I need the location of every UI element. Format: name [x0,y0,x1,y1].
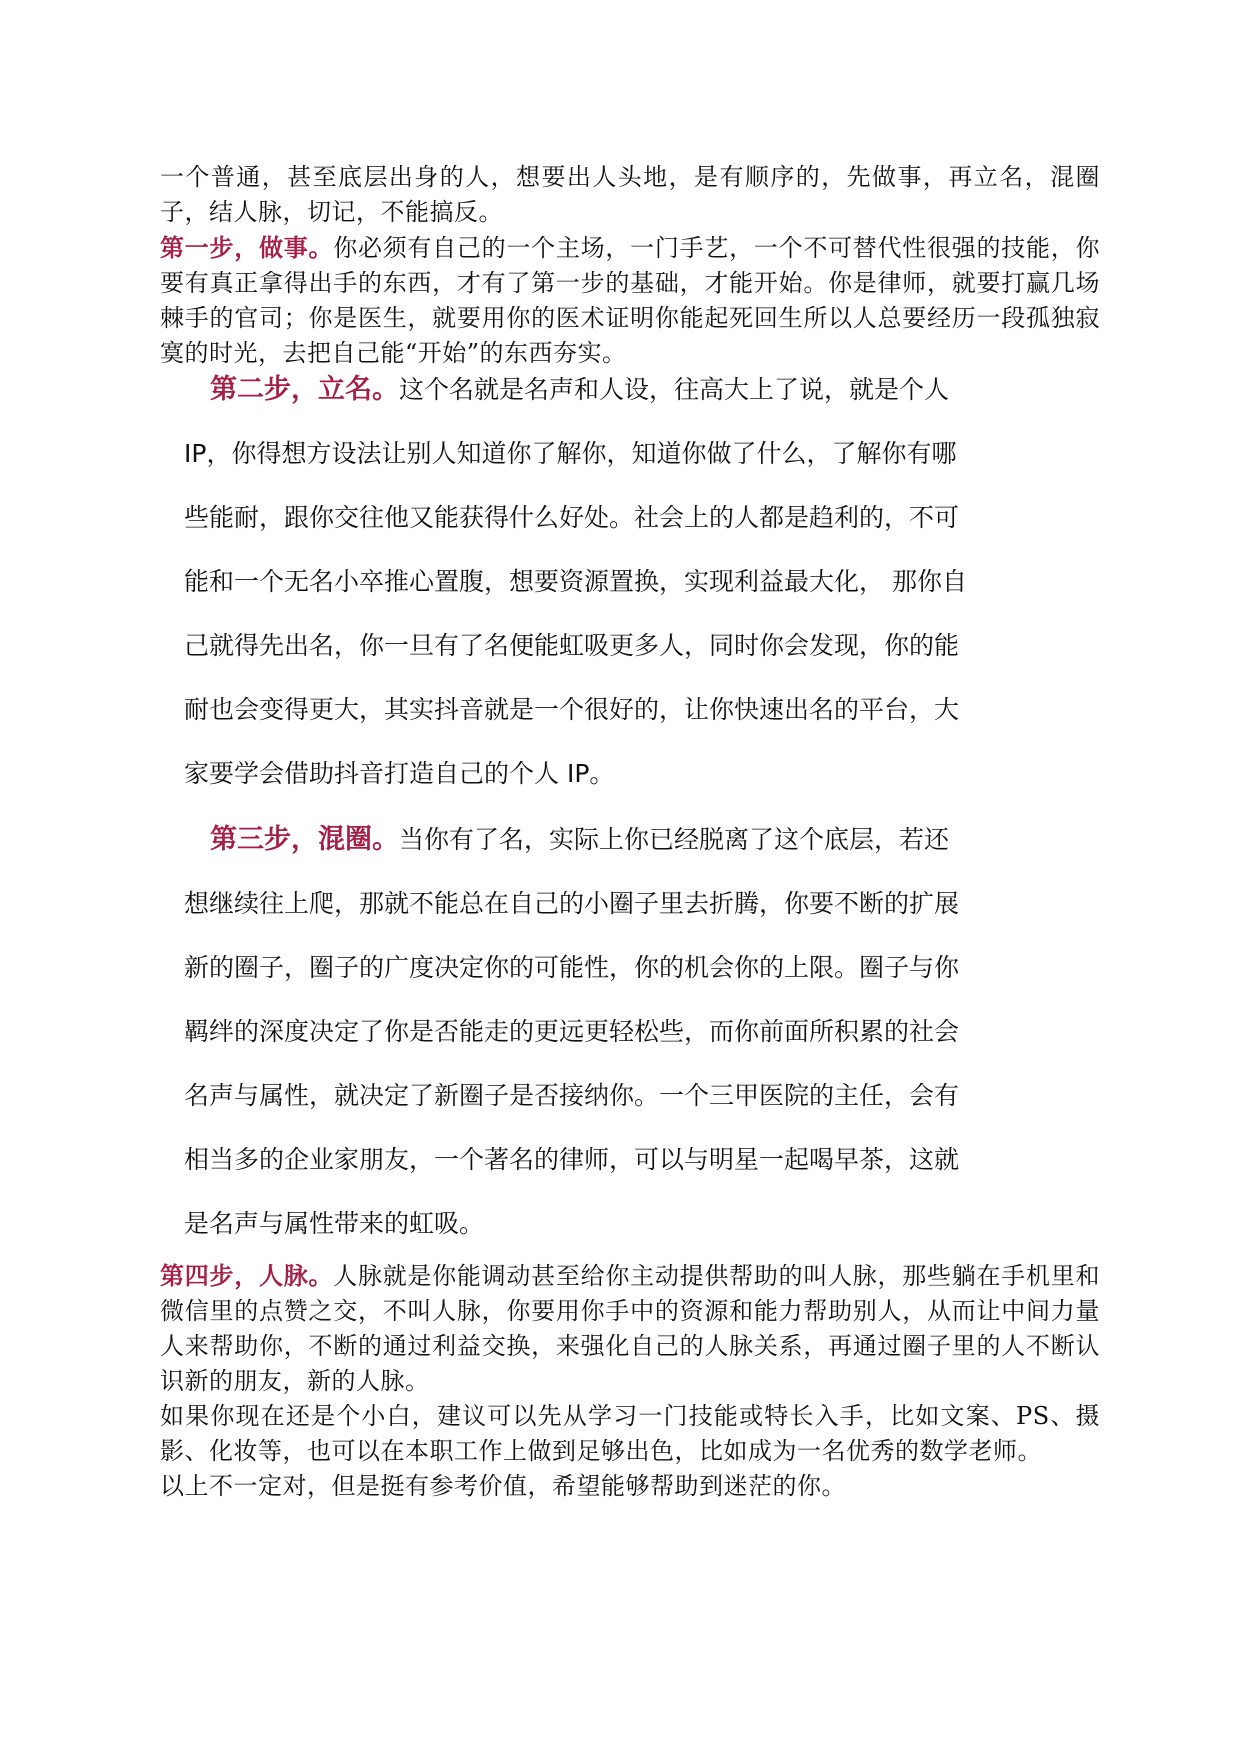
step3-line: 羁绊的深度决定了你是否能走的更远更轻松些，而你前面所积累的社会 [184,1017,960,1046]
step3-line: 名声与属性，就决定了新圈子是否接纳你。一个三甲医院的主任，会有 [184,1081,960,1110]
step3-section [160,808,1100,1256]
step1-heading: 第一步，做事。 [160,233,334,262]
step4-paragraph [160,1258,1100,1399]
step2-first-line [160,358,1100,422]
closing-paragraph: 以上不一定对，但是挺有参考价值，希望能够帮助到迷茫的你。 [160,1472,846,1500]
step3-line: 新的圈子，圈子的广度决定你的可能性，你的机会你的上限。圈子与你 [184,953,960,982]
step2-line: 耐也会变得更大，其实抖音就是一个很好的，让你快速出名的平台，大 [184,695,960,724]
step4-section [160,1258,1100,1504]
intro-section [160,160,1100,371]
step2-line: 些能耐，跟你交往他又能获得什么好处。社会上的人都是趋利的，不可 [184,503,960,532]
step2-line: 家要学会借助抖音打造自己的个人 IP。 [184,759,615,788]
step1-text: 你必须有自己的一个主场，一门手艺，一个不可替代性很强的技能，你要有真正拿得出手的东西，才有了第一步的基础，才能开始。你是律师，就要打赢几场棘手的官司；你是医生，就要用你的医术证明你能起死回生所以人总要经历一段孤独寂寞的时光，去把自己能“开始”的东西夯实。 [160,234,1100,367]
step2-first-text: 这个名就是名声和人设，往高大上了说，就是个人 [399,375,950,404]
step3-first-line [160,808,1100,872]
step2-line: IP，你得想方设法让别人知道你了解你，知道你做了什么，了解你有哪 [184,439,957,468]
step4-text: 人脉就是你能调动甚至给你主动提供帮助的叫人脉，那些躺在手机里和微信里的点赞之交，不叫人脉，你要用你手中的资源和能力帮助别人，从而让中间力量人来帮助你，不断的通过利益交换，来强化自己的人脉关系，再通过圈子里的人不断认识新的朋友，新的人脉。 [160,1262,1100,1395]
step3-line: 想继续往上爬，那就不能总在自己的小圈子里去折腾，你要不断的扩展 [184,889,960,918]
advice-paragraph: 如果你现在还是个小白，建议可以先从学习一门技能或特长入手，比如文案、PS、摄影、化妆等，也可以在本职工作上做到足够出色，比如成为一名优秀的数学老师。 [160,1402,1100,1465]
intro-paragraph: 一个普通，甚至底层出身的人，想要出人头地，是有顺序的，先做事，再立名，混圈子，结人脉，切记，不能搞反。 [160,163,1100,226]
step2-section [160,358,1100,806]
step3-first-text: 当你有了名，实际上你已经脱离了这个底层，若还 [399,825,950,854]
step3-line: 是名声与属性带来的虹吸。 [184,1209,485,1238]
step1-paragraph [160,230,1100,371]
step3-heading: 第三步，混圈。 [210,824,399,855]
step2-heading: 第二步，立名。 [210,374,399,405]
step2-line: 能和一个无名小卒推心置腹，想要资源置换，实现利益最大化， 那你自 [184,567,967,596]
step4-heading: 第四步，人脉。 [160,1261,334,1290]
step2-line: 己就得先出名，你一旦有了名便能虹吸更多人，同时你会发现，你的能 [184,631,960,660]
step3-line: 相当多的企业家朋友，一个著名的律师，可以与明星一起喝早茶，这就 [184,1145,960,1174]
